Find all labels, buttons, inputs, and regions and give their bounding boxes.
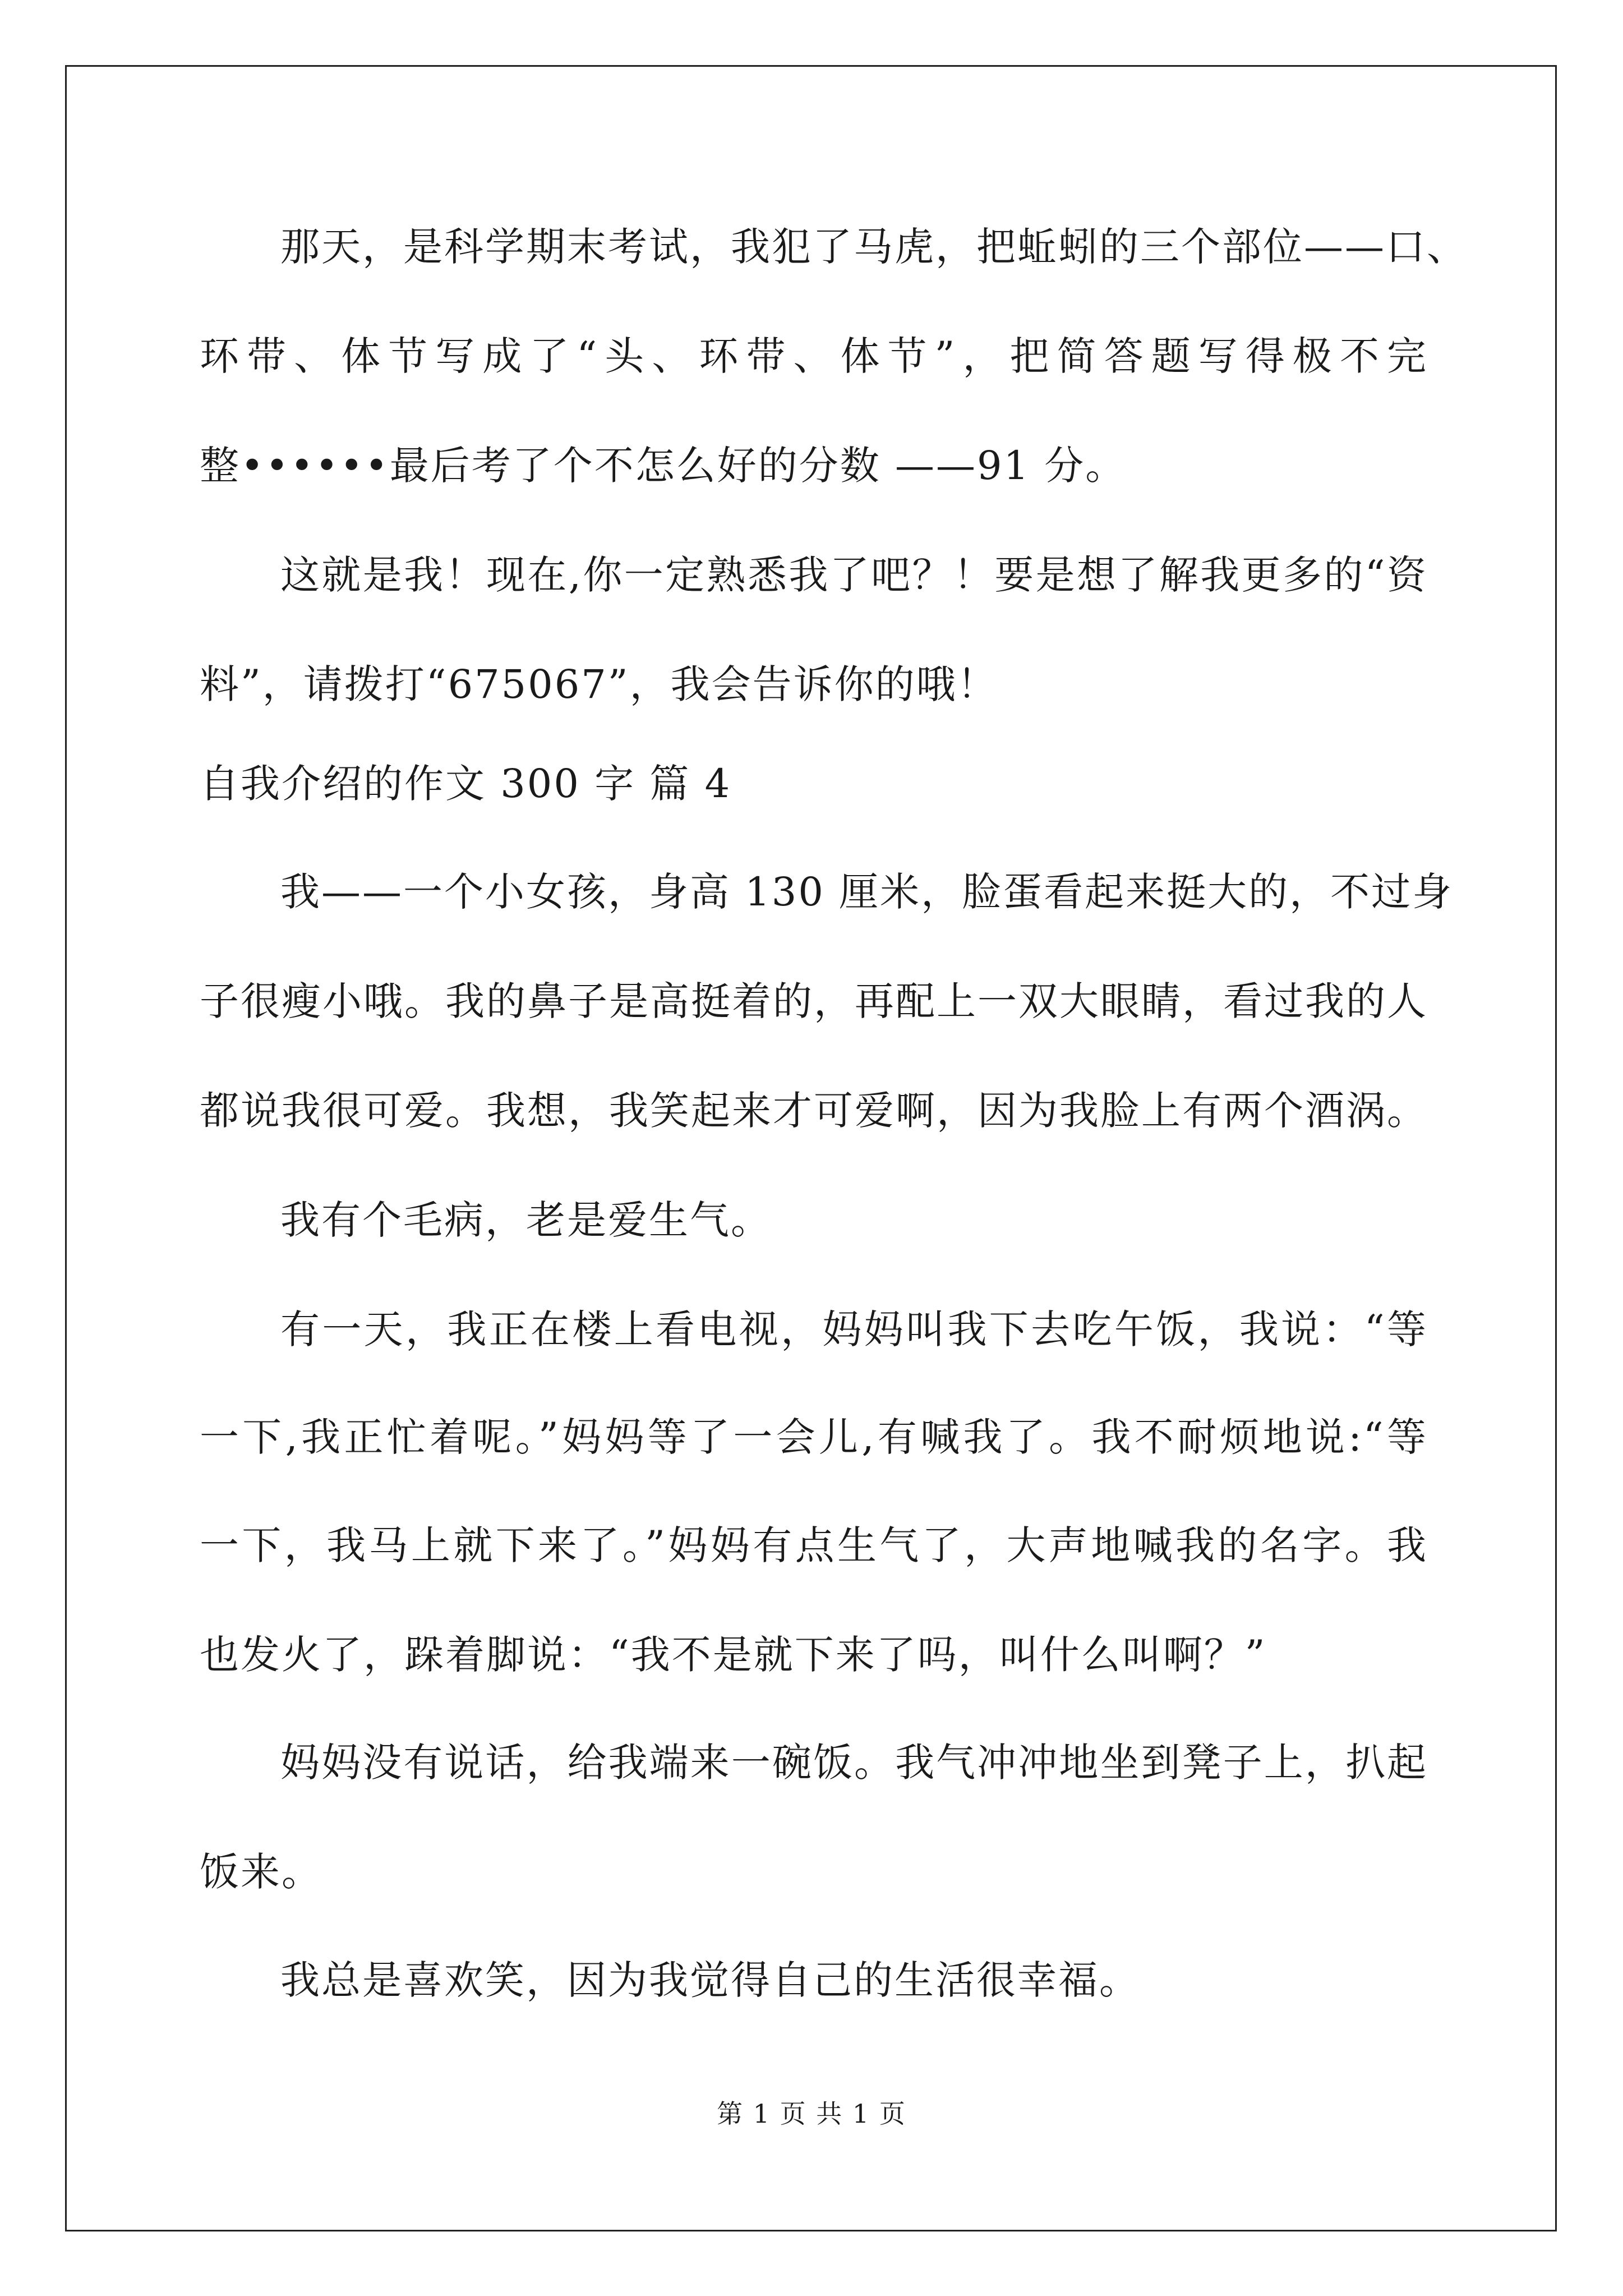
body-line-12: 一下,我正忙着呢。”妈妈等了一会儿,有喊我了。我不耐烦地说:“等 xyxy=(200,1414,1428,1460)
body-line-1: 那天，是科学期末考试，我犯了马虎，把蚯蚓的三个部位——口、 xyxy=(280,224,1468,270)
body-line-3: 整••••••最后考了个不怎么好的分数 ——91 分。 xyxy=(200,443,1127,489)
body-line-7: 我——一个小女孩，身高 130 厘米，脸蛋看起来挺大的，不过身 xyxy=(280,869,1454,915)
body-line-17: 我总是喜欢笑，因为我觉得自己的生活很幸福。 xyxy=(280,1957,1140,2003)
body-line-2: 环带、体节写成了“头、环带、体节”，把简答题写得极不完 xyxy=(200,333,1428,379)
body-line-8: 子很瘦小哦。我的鼻子是高挺着的，再配上一双大眼睛，看过我的人 xyxy=(200,978,1428,1024)
body-line-15: 妈妈没有说话，给我端来一碗饭。我气冲冲地坐到凳子上，扒起 xyxy=(280,1740,1428,1786)
page-border xyxy=(65,65,1557,2231)
body-line-4: 这就是我！现在,你一定熟悉我了吧？！要是想了解我更多的“资 xyxy=(280,552,1428,598)
body-line-16: 饭来。 xyxy=(200,1849,322,1895)
body-line-14: 也发火了，跺着脚说：“我不是就下来了吗，叫什么叫啊？” xyxy=(200,1632,1267,1678)
page-number-footer: 第 1 页 共 1 页 xyxy=(717,2099,906,2129)
body-line-11: 有一天，我正在楼上看电视，妈妈叫我下去吃午饭，我说：“等 xyxy=(280,1306,1428,1352)
body-line-10: 我有个毛病，老是爱生气。 xyxy=(280,1197,772,1243)
section-heading: 自我介绍的作文 300 字 篇 4 xyxy=(200,761,732,807)
body-line-5: 料”，请拨打“675067”，我会告诉你的哦！ xyxy=(200,661,998,707)
body-line-13: 一下，我马上就下来了。”妈妈有点生气了，大声地喊我的名字。我 xyxy=(200,1522,1428,1568)
body-line-9: 都说我很可爱。我想，我笑起来才可爱啊，因为我脸上有两个酒涡。 xyxy=(200,1088,1428,1134)
